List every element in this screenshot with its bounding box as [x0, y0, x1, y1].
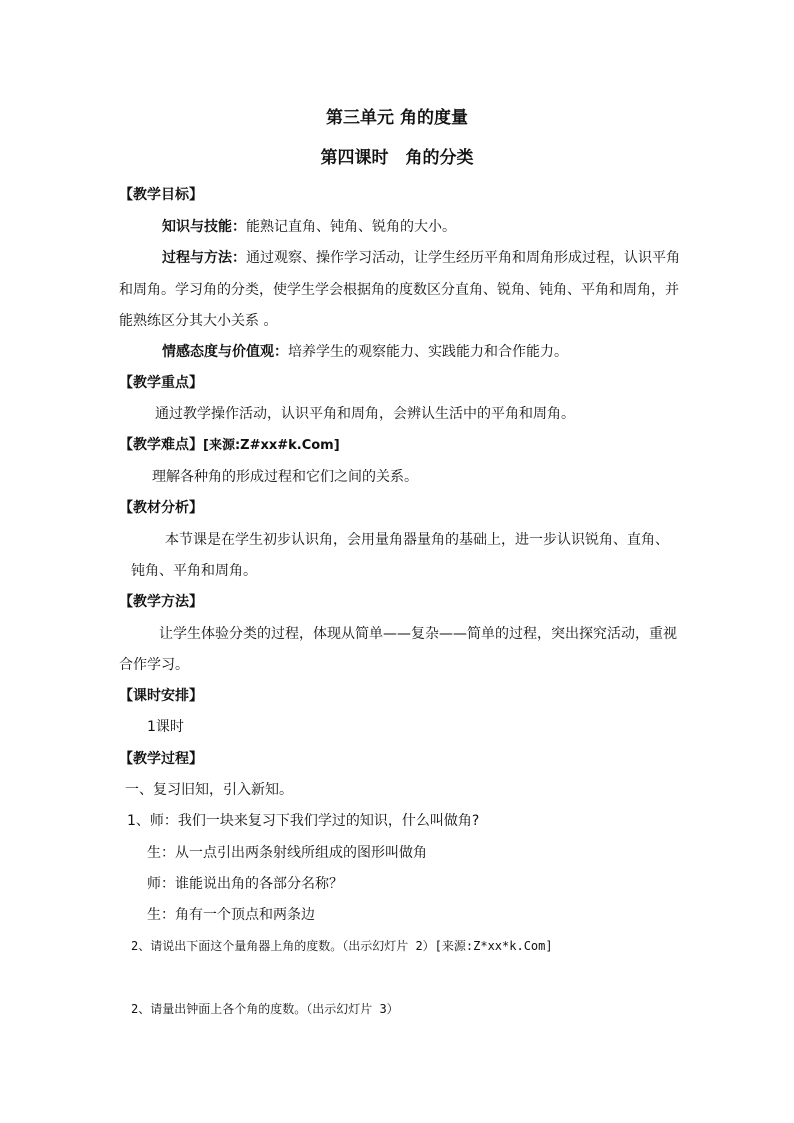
document-title: 第三单元 角的度量: [326, 108, 468, 128]
process-step-teacher-question: 1、师：我们一块来复习下我们学过的知识，什么叫做角?: [127, 813, 480, 829]
objectives-heading: 【教学目标】: [119, 187, 203, 203]
knowledge-label: 知识与技能：: [162, 219, 246, 235]
analysis-text-1: 本节课是在学生初步认识角，会用量角器量角的基础上，进一步认识锐角、直角、: [165, 532, 669, 548]
knowledge-line: [162, 217, 456, 237]
process-step-review: 一、复习旧知，引入新知。: [125, 782, 293, 798]
method-heading: 【教学方法】: [119, 594, 203, 610]
process-method-line-1: [162, 248, 680, 268]
process-method-label: 过程与方法：: [162, 250, 246, 266]
process-method-text-3: 能熟练区分其大小关系 。: [119, 313, 278, 329]
difficulty-source: [来源:Z#xx#k.Com]: [203, 438, 340, 453]
difficulty-line: [119, 435, 340, 456]
process-method-text-2: 和周角。学习角的分类，使学生学会根据角的度数区分直角、锐角、钝角、平角和周角，并: [119, 282, 679, 298]
difficulty-text: 理解各种角的形成过程和它们之间的关系。: [152, 469, 418, 485]
difficulty-heading: 【教学难点】: [119, 437, 203, 453]
process-method-text-1: 通过观察、操作学习活动，让学生经历平角和周角形成过程，认识平角: [246, 250, 680, 266]
process-step-clock: 2、请量出钟面上各个角的度数。（出示幻灯片 3）: [131, 1002, 399, 1016]
process-step-protractor: 2、请说出下面这个量角器上角的度数。（出示幻灯片 2）[来源:Z*xx*k.Com]: [131, 939, 553, 953]
method-text-1: 让学生体验分类的过程，体现从简单——复杂——简单的过程，突出探究活动，重视: [159, 626, 677, 642]
process-step-teacher-ask: 师：谁能说出角的各部分名称？: [147, 876, 343, 892]
emotion-text: 培养学生的观察能力、实践能力和合作能力。: [288, 344, 568, 360]
lesson-title: 第四课时 角的分类: [320, 148, 474, 168]
knowledge-text: 能熟记直角、钝角、锐角的大小。: [246, 219, 456, 235]
key-points-text: 通过教学操作活动，认识平角和周角，会辨认生活中的平角和周角。: [155, 406, 575, 422]
analysis-heading: 【教材分析】: [119, 500, 203, 516]
method-text-2: 合作学习。: [119, 657, 189, 673]
key-points-heading: 【教学重点】: [119, 375, 203, 391]
emotion-label: 情感态度与价值观：: [162, 344, 288, 360]
emotion-line: [162, 342, 568, 362]
process-step-student-answer-2: 生：角有一个顶点和两条边: [147, 907, 315, 923]
process-heading: 【教学过程】: [119, 751, 203, 767]
analysis-text-2: 钝角、平角和周角。: [131, 563, 257, 579]
schedule-text: 1课时: [147, 719, 184, 735]
schedule-heading: 【课时安排】: [119, 688, 203, 704]
process-step-student-answer-1: 生：从一点引出两条射线所组成的图形叫做角: [147, 845, 427, 861]
